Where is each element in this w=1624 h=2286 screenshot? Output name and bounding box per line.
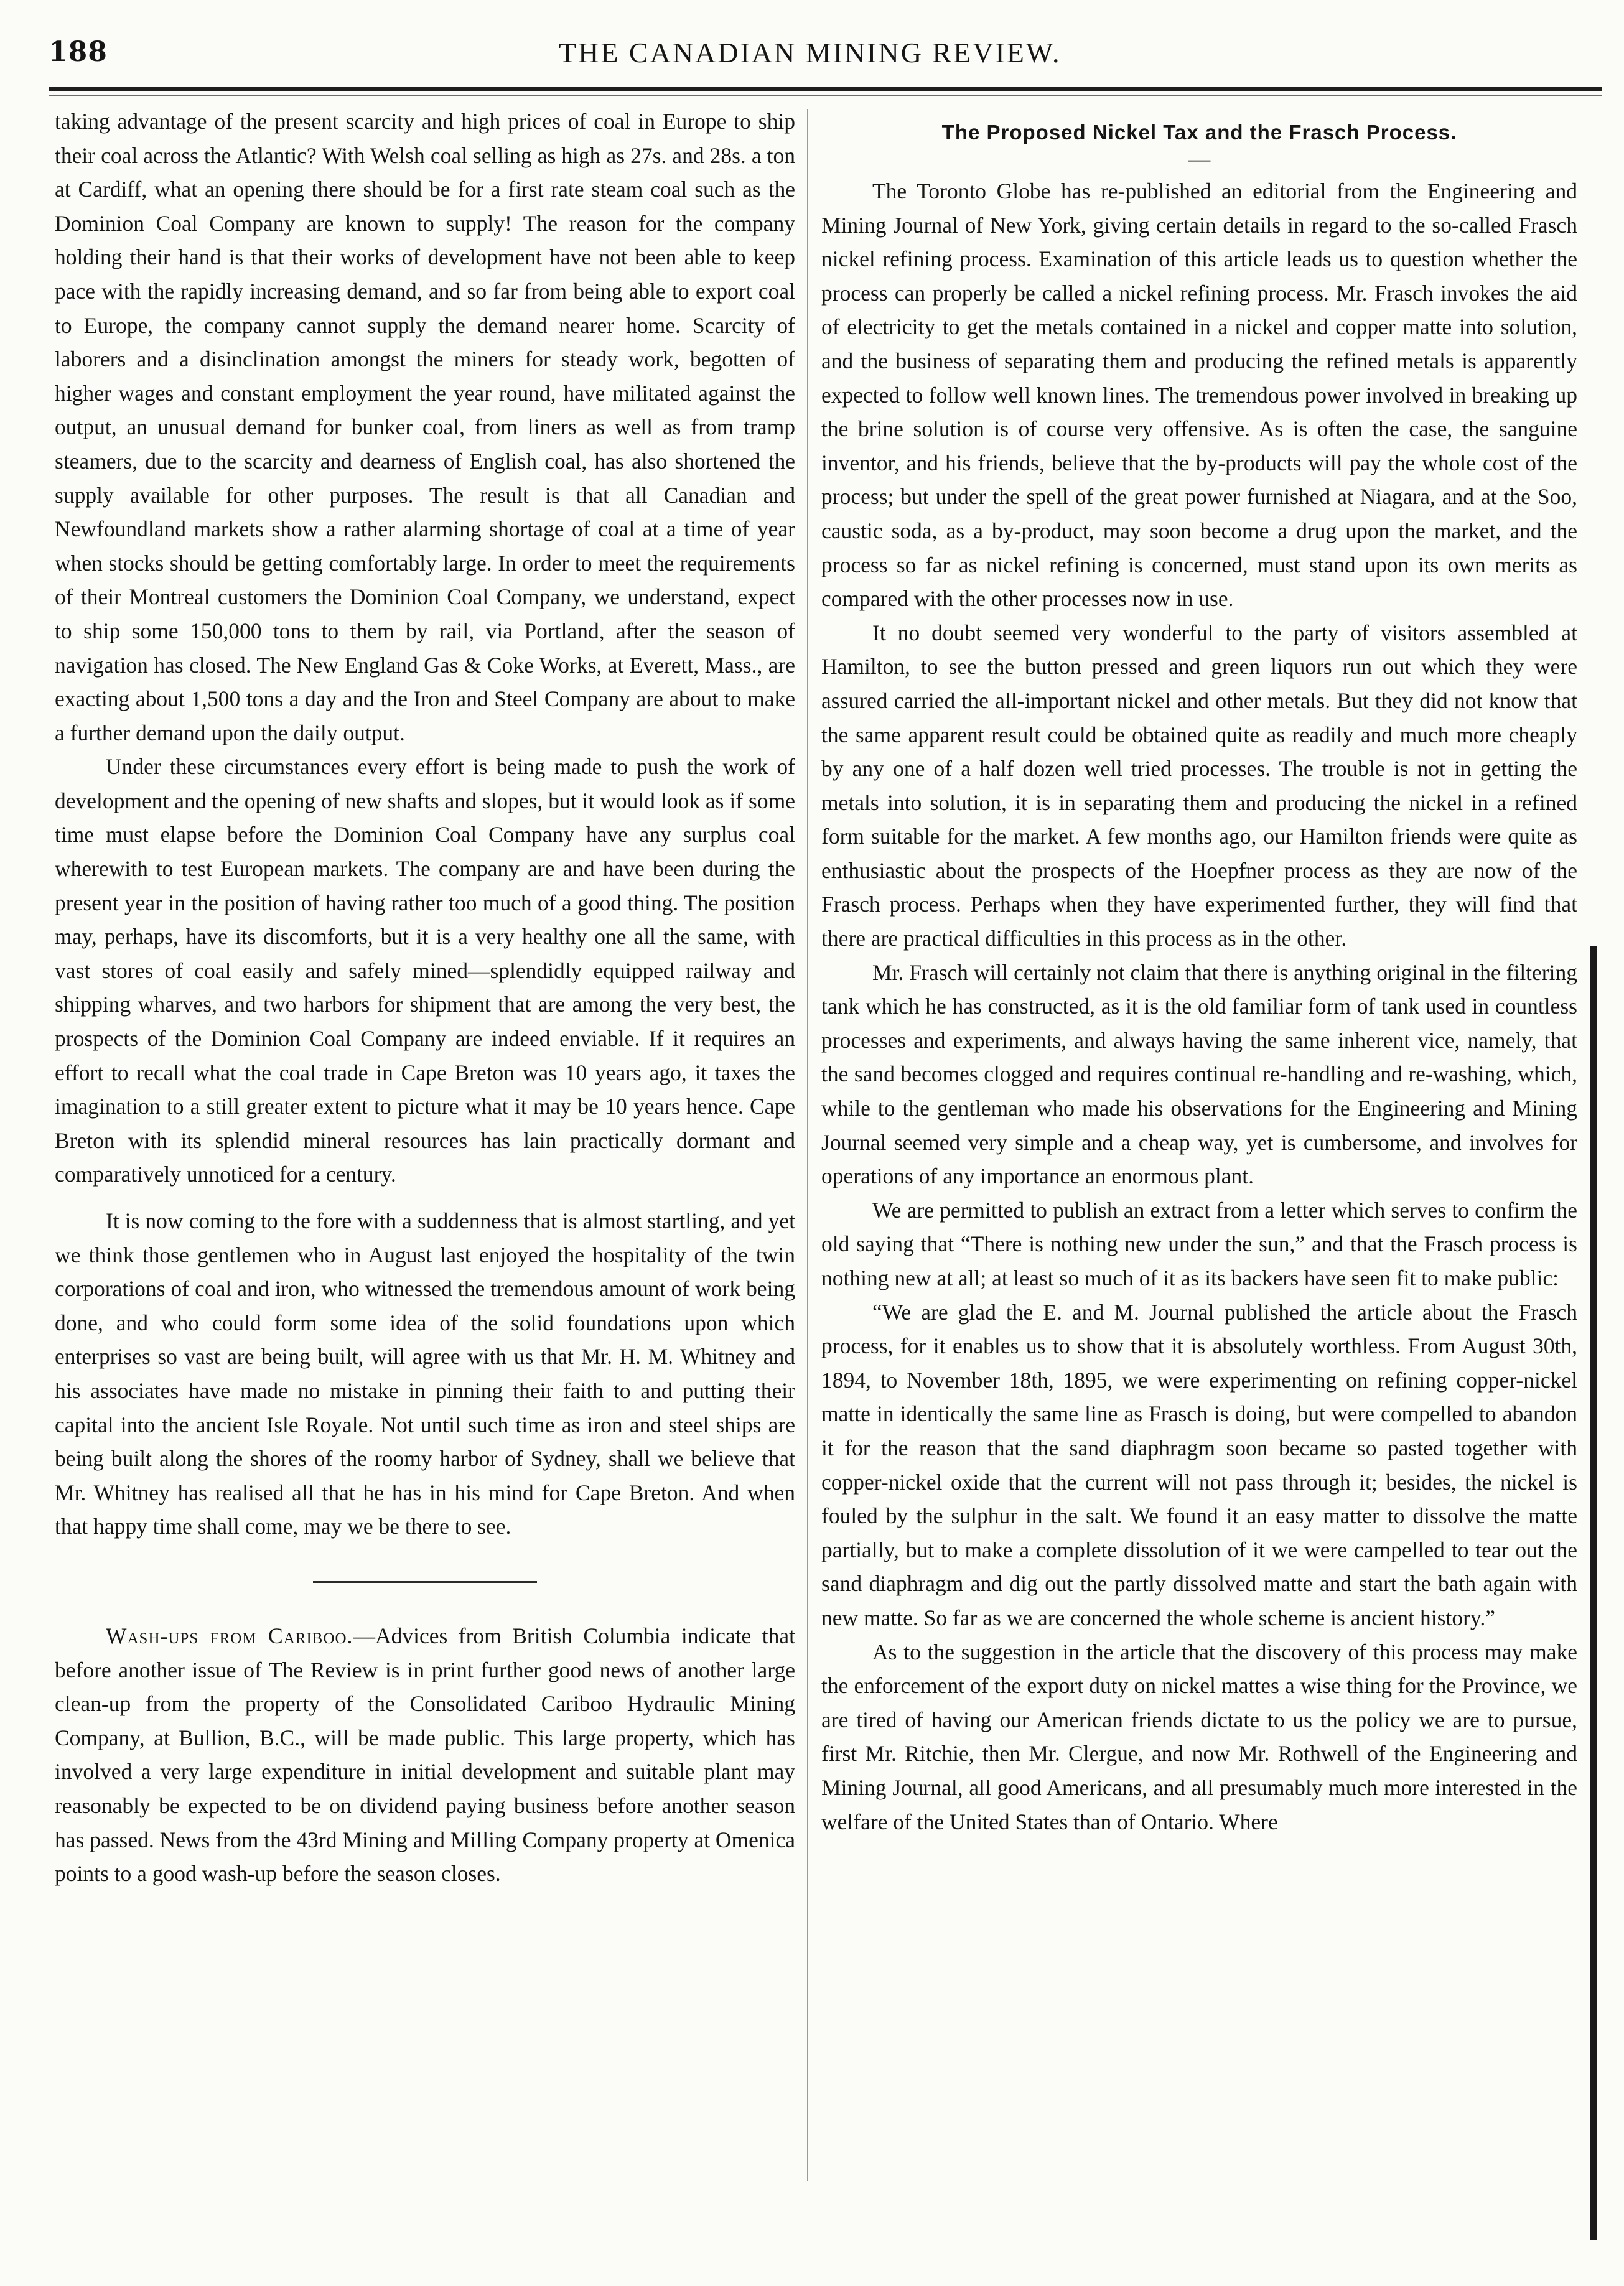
title-dash: — bbox=[1188, 146, 1211, 171]
coal-paragraph-3: It is now coming to the fore with a suddenness that is almost startling, and yet we think those gentlemen who in August last enjoyed the hospitality of the twin corporations of coal and iron, who witnessed the tremendous amount of work being done, and who could form some idea of the solid foundations upon which enterprises so vast are being built, will agree with us that Mr. H. M. Whitney and his associates have made no mistake in pinning their faith to and putting their capital into the ancient Isle Royale. Not until such time as iron and steel ships are being built along the shores of the roomy harbor of Sydney, shall we believe that Mr. Whitney has realised all that he has in his mind for Cape Breton. And when that happy time shall come, may we be there to see. bbox=[55, 1208, 795, 1539]
coal-paragraph-1: taking advantage of the present scarcity and high prices of coal in Europe to ship their coal across the Atlantic? With Welsh coal selling as high as 27s. and 28s. a ton at Cardiff, what an opening there should be for a first rate steam coal such as the Dominion Coal Company are known to supply! The reason for the company holding their hand is that their works of development have not been able to keep pace with the rapidly increasing demand, and so far from being able to export coal to Europe, the company cannot supply the demand nearer home. Scarcity of laborers and a disinclination amongst the miners for steady work, begotten of higher wages and constant employment the year round, have militated against the output, an unusual demand for bunker coal, from liners as well as from tramp steamers, due to the scarcity and dearness of English coal, has also shortened the supply available for other purposes. The result is that all Canadian and Newfoundland markets show a rather alarming shortage of coal at a time of year when stocks should be getting comfortably large. In order to meet the requirements of their Montreal customers the Dominion Coal Company, we understand, expect to ship some 150,000 tons to them by rail, via Portland, after the season of navigation has closed. The New England Gas & Coke Works, at Everett, Mass., are exacting about 1,500 tons a day and the Iron and Steel Company are about to make a further demand upon the daily output. bbox=[55, 109, 795, 745]
nickel-paragraph-4: We are permitted to publish an extract from a letter which serves to confirm the old saying that “There is nothing new under the sun,” and that the Frasch process is nothing new at all; at least so much of it as its backers have seen fit to make public: bbox=[821, 1197, 1577, 1290]
header-rule bbox=[49, 87, 1602, 91]
page-number: 188 bbox=[49, 36, 108, 68]
nickel-paragraph-2: It no doubt seemed very wonderful to the party of visitors assembled at Hamilton, to see the button pressed and green liquors run out which they were assured carried the all-important nickel and other metals. But they did not know that the same apparent result could be obtained quite as readily and much more cheaply by any one of a half dozen well tried processes. The trouble is not in getting the metals into solution, it is in separating them and producing the nickel in a refined form suitable for the market. A few months ago, our Hamilton friends were quite as enthusiastic about the prospects of the Hoepfner process as they are now of the Frasch process. Perhaps when they have experimented further, they will find that there are practical difficulties in this process as in the other. bbox=[821, 620, 1577, 951]
washups-lead: Wash-ups from Cariboo. bbox=[106, 1623, 353, 1648]
washups-body: —Advices from British Columbia indicate that before another issue of The Review is in print further good news of another large clean-up from the property of the Consolidated Cariboo Hydraulic Mining Company, at Bullion, B.C., will be made public. This large property, which has involved a very large expenditure in initial development and suitable plant may reasonably be expected to be on dividend paying business before another season has passed. News from the 43rd Mining and Milling Company property at Omenica points to a good wash-up before the season closes. bbox=[55, 1623, 795, 1887]
article-title: The Proposed Nickel Tax and the Frasch Process. bbox=[941, 121, 1457, 144]
letter-quote: “We are glad the E. and M. Journal published the article about the Frasch process, for it enables us to show that it is absolutely worthless. From August 30th, 1894, to November 18th, 1895, we were experimenting on refining copper-nickel matte in identically the same line as Frasch is doing, but were compelled to abandon it for the reason that the sand diaphragm soon became so pasted together with copper-nickel oxide that the current will not pass through it; besides, the nickel is fouled by the sulphur in the salt. We found it an easy matter to dissolve the matte partially, but to make a complete dissolution of it we were campelled to tear out the sand diaphragm and dig out the partly dissolved matte and start the bath again with new matte. So far as we are concerned the whole scheme is ancient history.” bbox=[821, 1299, 1577, 1630]
coal-paragraph-2: Under these circumstances every effort is being made to push the work of development and the opening of new shafts and slopes, but it would look as if some time must elapse before the Dominion Coal Company have any surplus coal wherewith to test European markets. The company are and have been during the present year in the position of having rather too much of a good thing. The position may, perhaps, have its discomforts, but it is a very healthy one all the same, with vast stores of coal easily and safely mined—splendidly equipped railway and shipping wharves, and two harbors for shipment that are among the very best, the prospects of the Dominion Coal Company are indeed enviable. If it requires an effort to recall what the coal trade in Cape Breton was 10 years ago, it taxes the imagination to a still greater extent to picture what it may be 10 years hence. Cape Breton with its splendid mineral resources has lain practically dormant and comparatively unnoticed for a century. bbox=[55, 754, 795, 1187]
nickel-paragraph-1: The Toronto Globe has re-published an editorial from the Engineering and Mining Journal of New York, giving certain details in regard to the so-called Frasch nickel refining process. Examination of this article leads us to question whether the process can properly be called a nickel refining process. Mr. Frasch invokes the aid of electricity to get the metals contained in a nickel and copper matte into solution, and the business of separating them and producing the refined metals is apparently expected to follow well known lines. The tremendous power involved in breaking up the brine solution is of course very offensive. As is often the case, the sanguine inventor, and his friends, believe that the by-products will pay the whole cost of the process; but under the spell of the great power furnished at Niagara, and at the Soo, caustic soda, as a by-product, may soon become a drug upon the market, and the process so far as nickel refining is concerned, must stand upon its own merits as compared with the other processes now in use. bbox=[821, 179, 1577, 612]
left-column bbox=[55, 105, 795, 2183]
journal-title: THE CANADIAN MINING REVIEW. bbox=[559, 37, 1062, 68]
header-rule-thin bbox=[49, 95, 1602, 96]
nickel-paragraph-6: As to the suggestion in the article that the discovery of this process may make the enforcement of the export duty on nickel mattes a wise thing for the Province, we are tired of having our American friends dictate to us the policy we are to pursue, first Mr. Ritchie, then Mr. Clergue, and now Mr. Rothwell of the Engineering and Mining Journal, all good Americans, and all presumably much more interested in the welfare of the United States than of Ontario. Where bbox=[821, 1639, 1577, 1834]
section-divider bbox=[313, 1581, 537, 1583]
running-head bbox=[49, 32, 1623, 82]
scan-edge-shadow bbox=[1590, 946, 1597, 2240]
washups-paragraph bbox=[55, 1619, 795, 1891]
right-column bbox=[821, 105, 1577, 2183]
column-divider bbox=[807, 109, 808, 2181]
nickel-paragraph-3: Mr. Frasch will certainly not claim that there is anything original in the filtering tank which he has constructed, as it is the old familiar form of tank used in countless processes and experiments, and always having the same inherent vice, namely, that the sand becomes clogged and requires continual re-handling and re-washing, which, while to the gentleman who made his observations for the Engineering and Mining Journal seemed very simple and a cheap way, yet is cumbersome, and involves for operations of any importance an enormous plant. bbox=[821, 959, 1577, 1189]
